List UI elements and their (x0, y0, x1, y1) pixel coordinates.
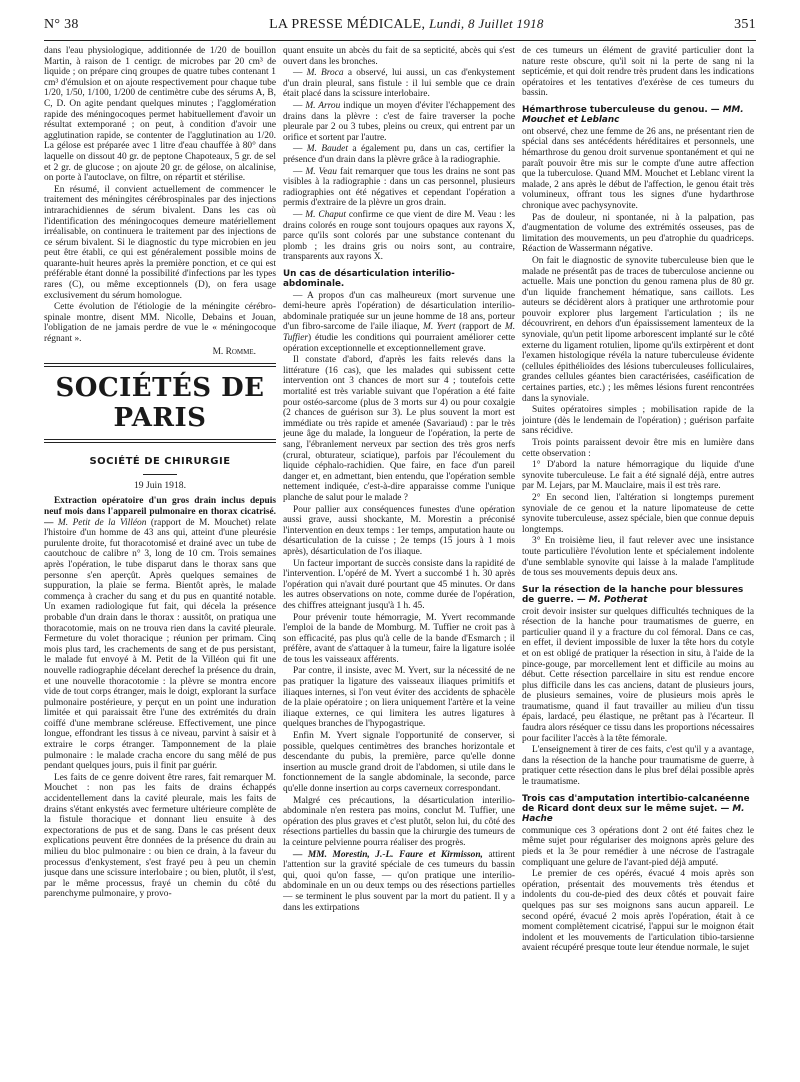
article-heading: Un cas de désarticulation interilio-abdominale. (283, 268, 455, 290)
masthead (269, 16, 544, 33)
paragraph: L'enseignement à tirer de ces faits, c'est qu'il y a avantage, dans la résection de la hanche pour traumatisme de guerre, à pratiquer cette résection dans le plus bref délai possible après le traumatisme. (522, 745, 754, 788)
paragraph: 2° En second lien, l'altération si longtemps purement synoviale de ce genou et la nature lipomateuse de cette synovite tuberculeuse, assez spéciale, bien que connue depuis longtemps. (522, 492, 754, 535)
paragraph: Suites opératoires simples ; mobilisation rapide de la jointure (dès le lendemain de l'opération) ; guérison parfaite sans récidive. (522, 405, 754, 437)
author-name: M. Petit de la Villéon (57, 517, 147, 528)
paragraph: Pour prévenir toute hémorragie, M. Yvert recommande l'emploi de la bande de Momburg. M. Tuffier ne croit pas à son efficacité, pas plus qu'à celle de la bande d'Esmarch ; il préfère, avant de s'attaquer à la tumeur, faire la ligature isolée de tous les vaisseaux afférents. (283, 612, 515, 665)
section-divider (44, 439, 276, 443)
paragraph: — MM. Morestin, J.-L. Faure et Kirmisson, attirent l'attention sur la gravité spéciale de ces tumeurs du bassin qui, quoi qu'on fasse, — qu'on pratique une interilio-abdominale en un ou deux temps ou des résections partielles — se terminent le plus souvent par la mort du patient. Il y a dans les extirpations (283, 849, 515, 913)
paragraph: Cette évolution de l'étiologie de la méningite cérébro-spinale montre, disent MM. Nicolle, Debains et Jouan, l'obligation de ne jamais perdre de vue le « méningocoque régnant ». (44, 302, 276, 345)
author-name: — MM. Morestin, J.-L. Faure et Kirmisson, (293, 849, 483, 860)
paragraph: Extraction opératoire d'un gros drain inclus depuis neuf mois dans l'appareil pulmonaire en thorax cicatrisé. — M. Petit de la Villéon (rapport de M. Mouchet) relate l'histoire d'un homme de 43 ans qui, atteint d'une pleurésie purulente droite, fut thoracotomisé et drainé avec un tube de caoutchouc de calibre n° 3, long de 10 cm. Trois semaines après l'opération, le tube disparut dans le thorax sans que personne s'en aperçût. Après quelques semaines de suppuration, la plaie se ferma. Bientôt après, le malade commença à cracher du sang et du pus en quantité notable. Un examen radiologique fut fait, qui décela la présence probable d'un drain dans le thorax : aussitôt, on pratiqua une thoracotomie, mais on ne trouva rien dans la cavité pleurale. Fermeture du volet thoracique ; réunion per primam. Cinq mois plus tard, les crachements de sang et de pus persistant, le malade fut envoyé à M. Petit de la Villéon qui fit une nouvelle radiographie décelant derechef la présence du drain, et une nouvelle thoracotomie : la plèvre se montra encore vide de tout corps étranger, mais le doigt, explorant la surface pulmonaire postérieure, y perçut en un point une induration limitée et qui paraissait être l'une des extrémités du drain coiffé d'une membrane scléreuse. Effectivement, une pince longue, effondrant les tissus à ce niveau, parvint à saisir et à extraire le corps étranger. Tamponnement de la plaie pulmonaire : le malade cracha encore du sang mêlé de pus pendant quelques jours, puis il finit par guérir. (44, 496, 276, 772)
session-date: 19 Juin 1918. (134, 479, 186, 491)
author-name: M. Arrou (305, 100, 341, 111)
author-name: M. Potherat (588, 595, 648, 606)
paragraph: ont observé, chez une femme de 26 ans, ne présentant rien de spécial dans ses antécédents héréditaires et personnels, une hémarthrose du genou droit survenue spontanément et qui ne paraît pouvoir être mis sur le compte d'une autre affection que la tuberculose. Quand MM. Mouchet et Leblanc virent la malade, 2 ans après le début de l'affection, le genou était très volumineux, offrant tous les signes d'une hydarthrose chronique avec pachysynovite. (522, 126, 754, 211)
author-name: M. Veau (305, 166, 337, 177)
paragraph: Par contre, il insiste, avec M. Yvert, sur la nécessité de ne pas pratiquer la ligature des vaisseaux iliaques primitifs et iliaques internes, si l'on veut éviter des accidents de sphacèle de la plaie opératoire ; on liera uniquement l'artère et la veine iliaque externes, ce qui limitera les autres ligatures à quelques branches de l'hypogastrique. (283, 666, 515, 730)
paragraph: — M. Veau fait remarquer que tous les drains ne sont pas visibles à la radiographie : dans un cas personnel, plusieurs radiographies ont été négatives et cependant l'opération a permis d'extraire de la plèvre un gros drain. (283, 166, 515, 209)
paragraph: Trois points paraissent devoir être mis en lumière dans cette observation : (522, 438, 754, 459)
paragraph: Un facteur important de succès consiste dans la rapidité de l'intervention. L'opéré de M. Yvert a succombé 1 h. 30 après l'opération qui n'avait duré pourtant que 45 minutes. Or dans les autres observations on note, comme durée de l'opération, des chiffres atteignant jusqu'à 1 h. 45. (283, 558, 515, 611)
paragraph: communique ces 3 opérations dont 2 ont été faites chez le même sujet pour régulariser des moignons après gelure des pieds et la 3e pour remédier à une nécrose de l'astragale compliquant une gelure de l'avant-pied déjà amputé. (522, 825, 754, 868)
paragraph: Le premier de ces opérés, évacué 4 mois après son opération, présentait des mouvements très étendus et indolents du cou-de-pied des deux côtés et pouvait faire quelques pas sur ses moignons sans aucun appareil. Le second opéré, évacué 2 mois après l'opération, était à ce moment complètement cicatrisé, l'appui sur le moignon était indolent et les mouvements de l'articulation tibio-tarsienne avaient récupéré presque toute leur étendue normale, le sujet (522, 869, 754, 954)
author-name: MM. Mouchet et Leblanc (522, 104, 744, 126)
author-name: M. Hache (522, 804, 745, 825)
page-number: 351 (734, 17, 756, 32)
author-name: M. Tuffier (283, 322, 515, 344)
paragraph: En résumé, il convient actuellement de commencer le traitement des méningites cérébrospinales par des injections intrarachidiennes de sérum bivalent. Dans les cas où l'identification des méningocoques demeure matériellement irréalisable, on continuera le traitement par des injections de ce sérum bivalent. Si le diagnostic du type microbien en jeu peut être établi, ce qui est généralement possible moins de quarante-huit heures après la première ponction, et ce qui est préférable étant donné la possibilité d'infections par les types rares (C), ou même exceptionnels (D), on fera usage exclusivement du sérum homologue. (44, 184, 276, 301)
section-divider (44, 363, 276, 367)
author-name: M. Baudet (306, 144, 348, 155)
header-rule (44, 40, 756, 41)
article-heading: Hémarthrose tuberculeuse du genou. — MM. Mouchet et Leblanc (522, 104, 744, 126)
author-name: M. Chaput (305, 209, 346, 220)
issue-date: Lundi, 8 Juillet 1918 (429, 16, 544, 31)
article-heading: Extraction opératoire d'un gros drain inclus depuis neuf mois dans l'appareil pulmonaire en thorax cicatrisé. — (44, 496, 276, 528)
author-signature: M. Romme. (212, 346, 256, 357)
paragraph: Malgré ces précautions, la désarticulation interilio-abdominale n'en restera pas moins, conclut M. Tuffier, une opération des plus graves et c'est plutôt, selon lui, du côté des résections partielles du bassin que la chirurgie des tumeurs de la ceinture pelvienne pourra réaliser des progrès. (283, 795, 515, 848)
society-name: SOCIÉTÉ DE CHIRURGIE (89, 456, 231, 468)
paragraph: Les faits de ce genre doivent être rares, fait remarquer M. Mouchet : non pas les faits de drains échappés accidentellement dans la cavité pleurale, mais les faits de drains s'étant enkystés avec fermeture ultérieure complète de la fistule thoracique et donnant lieu ensuite à des expectorations de pus et de sang. Dans le cas présent deux explications peuvent être données de la présence du drain au milieu du bloc pulmonaire : ou bien ce drain, à la faveur du processus d'enkystement, s'est frayé peu à peu un chemin jusque dans une scissure interlobaire ; ou bien, plutôt, il s'est, par le même processus, frayé un chemin du côté du parenchyme pulmonaire, y provo- (44, 772, 276, 900)
paragraph: croit devoir insister sur quelques difficultés techniques de la résection de la hanche pour traumatismes de guerre, en particulier quand il y a fracture du col fémoral. Dans ce cas, en effet, il devient impossible de luxer la tête hors du cotyle et on est obligé de pratiquer la résection in situ, à l'aide de la pince-gouge, par morcellement lent et difficile au moins au début. Cette résection parcellaire in situ est rendue encore plus difficile dans les cas anciens, datant de plusieurs jours, de plusieurs semaines, voire de plusieurs mois après le traumatisme, quand il faut travailler au milieu d'un tissu épais, lardacé, peu élastique, ne prêtant pas à l'écarteur. Il faudra alors réséquer ce tissu dans les proportions nécessaires pour faciliter l'accès à la tête fémorale. (522, 606, 754, 744)
page-header (44, 16, 756, 38)
paragraph: Pour pallier aux conséquences funestes d'une opération aussi grave, aussi shockante, M. Morestin a préconisé l'intervention en deux temps : 1er temps, amputation haute ou désarticulation de la cuisse ; 2e temps (15 jours à 1 mois après), désarticulation de l'os iliaque. (283, 504, 515, 557)
paragraph: — M. Chaput confirme ce que vient de dire M. Veau : les drains colorés en rouge sont toujours opaques aux rayons X, parce qu'ils sont colorés par une substance contenant du plomb ; les drains gris ou noirs sont, au contraire, transparents aux rayons X. (283, 209, 515, 263)
column-3 (522, 46, 754, 1076)
paragraph: 3° En troisième lieu, il faut relever avec une insistance toute particulière l'évolution lente et spécialement indolente d'une semblable synovite qui laisse à la malade l'amplitude de tous ses mouvements depuis deux ans. (522, 536, 754, 579)
column-1 (44, 46, 276, 1076)
paragraph: — A propos d'un cas malheureux (mort survenue une demi-heure après l'opération) de désarticulation interilio-abdominale pratiquée sur un jeune homme de 18 ans, porteur d'un fibro-sarcome de l'aile iliaque, M. Yvert (rapport de M. Tuffier) étudie les conditions qui pourraient améliorer cette opération exceptionnelle et exceptionnellement grave. (283, 290, 515, 354)
paragraph: Pas de douleur, ni spontanée, ni à la palpation, pas d'augmentation de volume des extrémités osseuses, pas de limitation des mouvements, un peu d'atrophie du quadriceps. Réaction de Wassermann négative. (522, 212, 754, 255)
paragraph: de ces tumeurs un élément de gravité particulier dont la nature reste obscure, qu'il soit ni la perte de sang ni la septicémie, et qui doit rendre très prudent dans les indications opératoires et les tentatives d'exérèse de ces tumeurs du bassin. (522, 46, 754, 99)
author-name: M. Yvert (423, 322, 456, 333)
paragraph: 1° D'abord la nature hémorragique du liquide d'une synovite tuberculeuse. Le fait a été signalé déjà, entre autres par M. Lejars, par M. Mauclaire, mais il est très rare. (522, 460, 754, 492)
short-rule (143, 474, 177, 475)
article-heading: Trois cas d'amputation intertibio-calcanéenne de Ricard dont deux sur le même sujet. — M. Hache (522, 793, 750, 825)
section-title: SOCIÉTÉS DE PARIS (55, 373, 265, 434)
column-2 (283, 46, 515, 1076)
article-heading: Sur la résection de la hanche pour blessures de guerre. — M. Potherat (522, 584, 744, 606)
paragraph: — M. Arrou indique un moyen d'éviter l'échappement des drains dans la plèvre : c'est de faire traverser la poche pleurale par 2 ou 3 tubes, pleins ou creux, qui entrent par un orifice et sortent par l'autre. (283, 100, 515, 143)
author-name: M. Broca (306, 68, 344, 79)
paragraph: quant ensuite un abcès du fait de sa septicité, abcès qui s'est ouvert dans les bronches. (283, 46, 515, 67)
issue-number: N° 38 (44, 17, 79, 32)
paragraph: — M. Broca a observé, lui aussi, un cas d'enkystement d'un drain pleural, sans fistule : il lui semble que ce drain était placé dans la scissure interlobaire. (283, 68, 515, 100)
paragraph: Enfin M. Yvert signale l'opportunité de conserver, si possible, quelques centimètres des branches horizontale et descendante du pubis, la première, parce qu'elle donne insertion au muscle grand droit de l'abdomen, si utile dans le fonctionnement de la sangle abdominale, la seconde, parce qu'elle donne insertion au corps caverneux correspondant. (283, 731, 515, 794)
paragraph: — M. Baudet a également pu, dans un cas, certifier la présence d'un drain dans la plèvre grâce à la radiographie. (283, 144, 515, 165)
paragraph: Il constate d'abord, d'après les faits relevés dans la littérature (16 cas), que les malades qui subissent cette intervention ont 3 chances de mort sur 4 ; toutefois cette mortalité est très variable suivant que l'opération a été faite pour ostéo-sarcome (plus de 3 morts sur 4) ou pour coxalgie (2 chances de guérison sur 3). Le plus souvent la mort est immédiate ou très rapide et amenée (Savariaud) : par le très jeune âge du malade, la longueur de l'opération, la perte de sang, l'ébranlement nerveux par section des très gros nerfs (crural, obturateur, sciatique), parfois par l'écoulement du liquide céphalo-rachidien. Que faire, en face d'un pareil danger et, en admettant, bien entendu, que l'opération semble nettement indiquée, c'est-à-dire apparaisse comme l'unique planche de salut pour le malade ? (283, 355, 515, 503)
paragraph: On fait le diagnostic de synovite tuberculeuse bien que le malade ne présentât pas de traces de tuberculose ancienne ou actuelle. Mais une ponction du genou ramena plus de 80 gr. d'un liquide franchement hématique, sans caillots. Les auteurs se décidèrent alors à pratiquer une arthrotomie pour pouvoir explorer plus largement l'articulation ; ils ne découvrirent, en dehors d'un épaississement lamenteux de la synoviale, qu'un petit lipome arborescent implanté sur le côté externe du ligament rotulien, lipome qu'ils extirpèrent et dont l'examen histologique révéla la nature tuberculeuse évidente (cellules épithélioïdes des lésions tuberculeuses folliculaires, grandes cellules géantes bien caractérisées, caséification de certaines parties, etc.) ; les mêmes lésions furent rencontrées dans la synoviale. (522, 255, 754, 404)
paragraph: dans l'eau physiologique, additionnée de 1/20 de bouillon Martin, à raison de 1 centigr. de microbes par 20 cm³ de liquide ; on prépare cinq groupes de quatre tubes contenant 1 cm³ d'émulsion et on ajoute respectivement pour chaque tube 1/20, 1/50, 1/100, 1/200 de centimètre cube des sérums A, B, C, D. On agite pendant quelques minutes ; l'agglomération rapide des méningocoques permet habituellement d'avoir un résultat extemporané ; on peut, à condition d'avoir une agglutination rapide, se contenter de l'agglutination au 1/20. La gélose est préparée avec 1 litre d'eau chauffée à 80° dans laquelle on dissout 40 gr. de peptone Chapoteaux, 5 gr. de sel et 2 gr. de glucose ; on ajoute 20 gr. de gélose, on alcalinise, on porte à l'autoclave, on filtre, on répartit et stérilise. (44, 46, 276, 184)
journal-name: LA PRESSE MÉDICALE, (269, 17, 426, 32)
